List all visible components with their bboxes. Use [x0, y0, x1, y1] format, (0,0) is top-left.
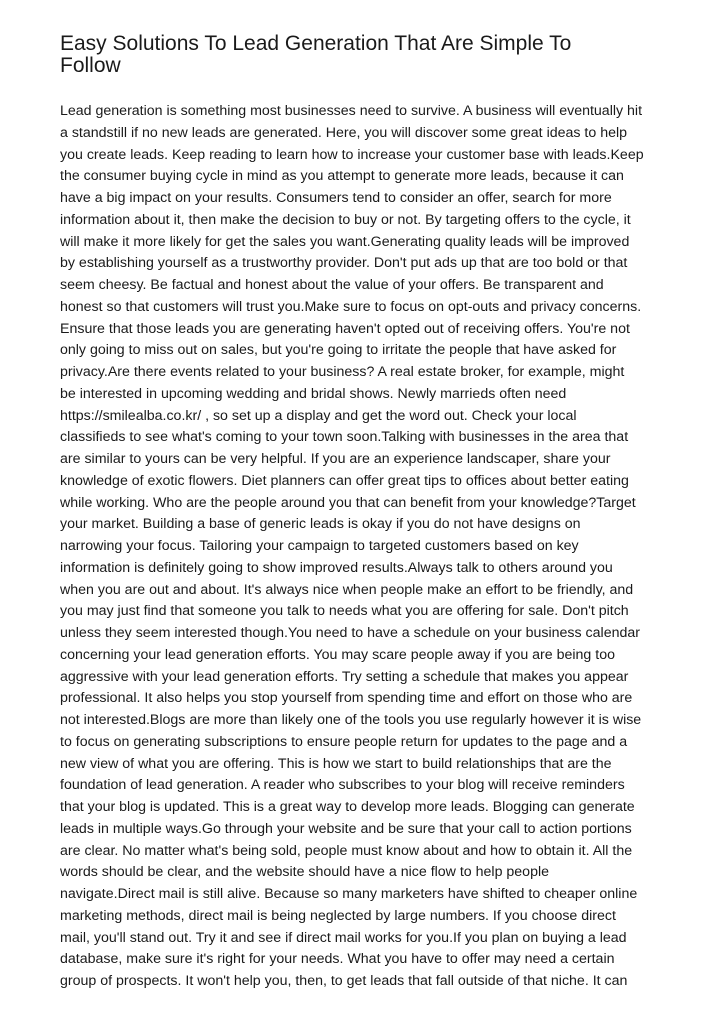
body-line: database, make sure it's right for your needs. What you have to offer may need a certain	[60, 951, 615, 968]
body-line: professional. It also helps you stop yourself from spending time and effort on those who are	[60, 690, 633, 707]
body-line: Ensure that those leads you are generating haven't opted out of receiving offers. You're not	[60, 320, 630, 337]
title-line: Follow	[60, 54, 121, 77]
body-line: Lead generation is something most businesses need to survive. A business will eventually hit	[60, 103, 643, 119]
body-line: words should be clear, and the website should have a nice flow to help people	[60, 864, 550, 881]
body-line: foundation of lead generation. A reader who subscribes to your blog will receive reminders	[60, 777, 625, 794]
body-line: will make it more likely for get the sales you want.Generating quality leads will be improved	[60, 233, 630, 250]
body-line: new view of what you are offering. This is how we start to build relationships that are the	[60, 755, 612, 772]
body-line: your market. Building a base of generic leads is okay if you do not have designs on	[60, 516, 581, 533]
body-line: you create leads. Keep reading to learn how to increase your customer base with leads.Keep	[60, 146, 644, 163]
body-line: are similar to yours can be very helpful. If you are an experience landscaper, share your	[60, 451, 611, 467]
body-line: aggressive with your lead generation efforts. Try setting a schedule that makes you appear	[60, 668, 629, 685]
title-line: Easy Solutions To Lead Generation That Are Simple To	[60, 32, 572, 55]
body-line: be interested in upcoming wedding and bridal shows. Newly marrieds often need	[60, 385, 567, 402]
body-line: that your blog is updated. This is a great way to develop more leads. Blogging can generate	[60, 799, 635, 815]
body-line: classifieds to see what's coming to your town soon.Talking with businesses in the area that	[60, 429, 629, 446]
body-line: honest so that customers will trust you.Make sure to focus on opt-outs and privacy concerns.	[60, 298, 642, 315]
body-line: unless they seem interested though.You need to have a schedule on your business calendar	[60, 625, 640, 641]
body-line: seem cheesy. Be factual and honest about the value of your offers. Be transparent and	[60, 277, 604, 293]
body-line: to focus on generating subscriptions to ensure people return for updates to the page and a	[60, 733, 628, 750]
body-line: leads in multiple ways.Go through your website and be sure that your call to action portions	[60, 820, 632, 837]
body-line: when you are out and about. It's always nice when people make an effort to be friendly, and	[60, 581, 634, 598]
body-line: information about it, then make the decision to buy or not. By targeting offers to the cycle, it	[60, 211, 631, 228]
body-line: you may just find that someone you talk to needs what you are offering for sale. Don't pitch	[60, 603, 629, 620]
article-body	[60, 101, 660, 993]
body-line: privacy.Are there events related to your business? A real estate broker, for example, might	[60, 364, 625, 380]
body-line: not interested.Blogs are more than likely one of the tools you use regularly however it is wise	[60, 712, 642, 728]
body-line: navigate.Direct mail is still alive. Because so many marketers have shifted to cheaper online	[60, 886, 638, 902]
document-title	[60, 33, 660, 77]
body-line: narrowing your focus. Tailoring your campaign to targeted customers based on key	[60, 538, 579, 554]
body-line: group of prospects. It won't help you, then, to get leads that fall outside of that niche. It can	[60, 973, 628, 989]
body-line: mail, you'll stand out. Try it and see if direct mail works for you.If you plan on buying a lead	[60, 929, 627, 946]
body-line: only going to miss out on sales, but you're going to irritate the people that have asked for	[60, 342, 617, 359]
body-line: concerning your lead generation efforts. You may scare people away if you are being too	[60, 646, 615, 663]
body-line: while working. Who are the people around you that can benefit from your knowledge?Target	[60, 494, 636, 511]
body-line: marketing methods, direct mail is being neglected by large numbers. If you choose direct	[60, 907, 616, 924]
body-line: knowledge of exotic flowers. Diet planners can offer great tips to offices about better eating	[60, 472, 629, 489]
body-line: by establishing yourself as a trustworthy provider. Don't put ads up that are too bold or that	[60, 255, 628, 272]
body-line: the consumer buying cycle in mind as you attempt to generate more leads, because it can	[60, 168, 624, 185]
body-line: have a big impact on your results. Consumers tend to consider an offer, search for more	[60, 190, 612, 206]
body-line: https://smilealba.co.kr/ , so set up a display and get the word out. Check your local	[60, 407, 577, 424]
body-line: a standstill if no new leads are generated. Here, you will discover some great ideas to help	[60, 124, 628, 141]
body-line: are clear. No matter what's being sold, people must know about and how to obtain it. All the	[60, 842, 633, 859]
body-line: information is definitely going to show improved results.Always talk to others around you	[60, 559, 613, 576]
